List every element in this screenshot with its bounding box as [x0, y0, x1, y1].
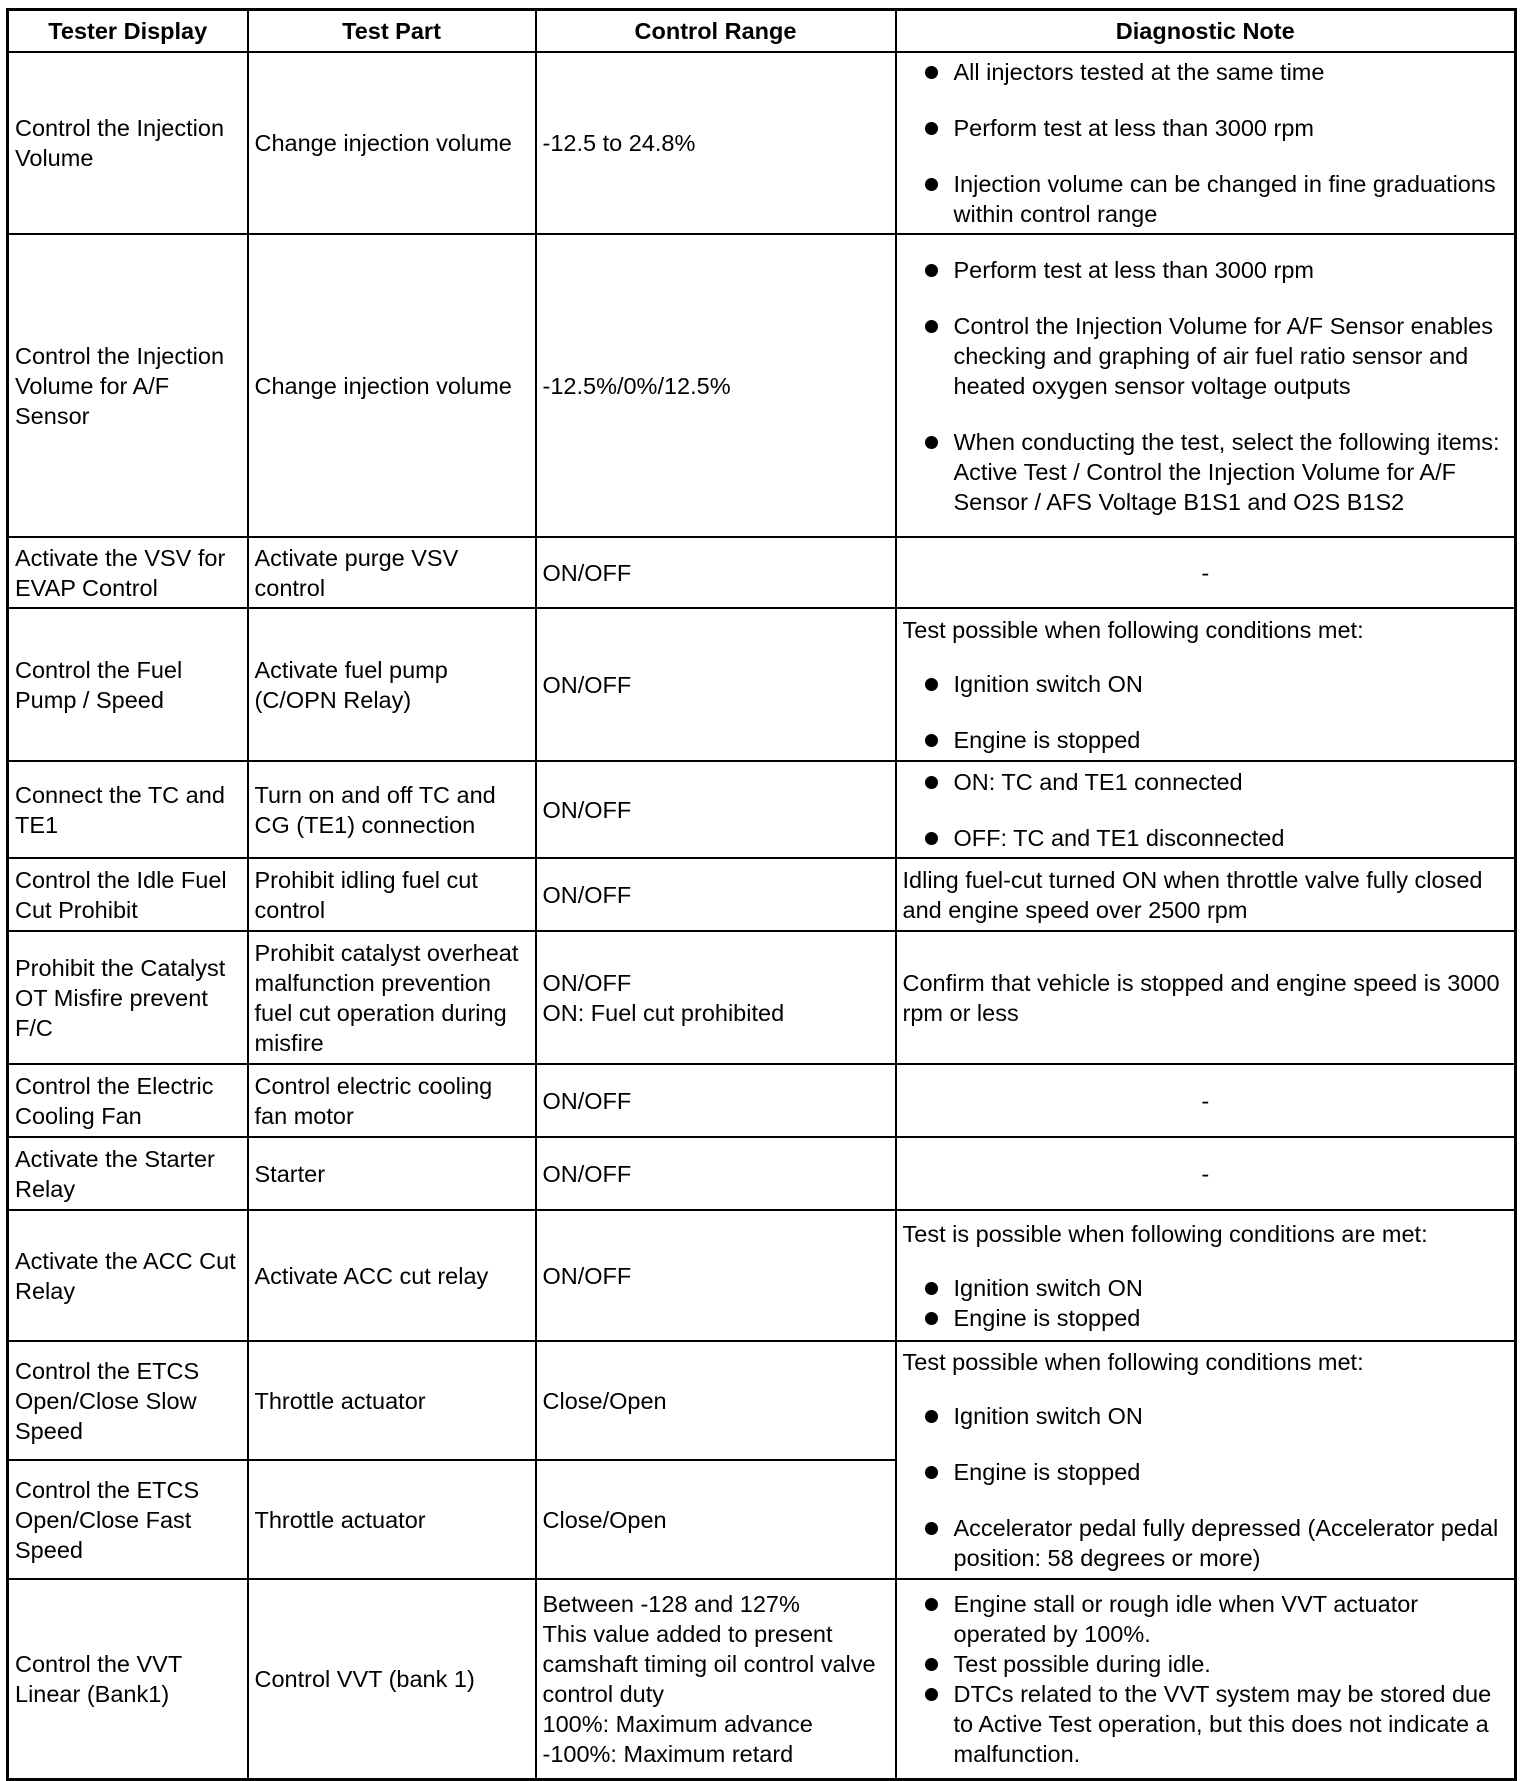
- test-part-cell: Activate ACC cut relay: [248, 1210, 536, 1341]
- note-bullet-list: [903, 1589, 1509, 1769]
- note-bullet: Ignition switch ON: [903, 1401, 1509, 1431]
- note-bullet: Control the Injection Volume for A/F Sensor enables checking and graphing of air fuel ratio sensor and heated oxygen sensor voltage outputs: [903, 311, 1509, 401]
- table-row: [8, 1064, 1516, 1137]
- control-range-cell: ON/OFF: [536, 858, 896, 931]
- diagnostic-note-cell: Idling fuel-cut turned ON when throttle valve fully closed and engine speed over 2500 rpm: [896, 858, 1516, 931]
- tester-display-cell: Control the Injection Volume for A/F Sensor: [8, 234, 248, 537]
- test-part-cell: Change injection volume: [248, 52, 536, 234]
- note-bullet-list: [903, 1401, 1509, 1573]
- control-range-cell: -12.5%/0%/12.5%: [536, 234, 896, 537]
- note-bullet: Ignition switch ON: [903, 669, 1509, 699]
- note-bullet-list: [903, 1273, 1509, 1333]
- note-bullet: Ignition switch ON: [903, 1273, 1509, 1303]
- note-bullet: When conducting the test, select the following items: Active Test / Control the Injection Volume for A/F Sensor / AFS Voltage B1S1 and O2S B1S2: [903, 427, 1509, 517]
- table-row: [8, 858, 1516, 931]
- table-row: [8, 608, 1516, 761]
- test-part-cell: Throttle actuator: [248, 1341, 536, 1460]
- tester-display-cell: Activate the Starter Relay: [8, 1137, 248, 1210]
- test-part-cell: Prohibit idling fuel cut control: [248, 858, 536, 931]
- control-range-cell: ON/OFF: [536, 761, 896, 858]
- tester-display-cell: Control the Injection Volume: [8, 52, 248, 234]
- active-test-table-wrapper: [6, 8, 1517, 1781]
- test-part-cell: Prohibit catalyst overheat malfunction prevention fuel cut operation during misfire: [248, 931, 536, 1064]
- table-row: [8, 1341, 1516, 1460]
- active-test-table: [6, 8, 1517, 1781]
- diagnostic-note-cell: [896, 1341, 1516, 1579]
- control-range-cell: ON/OFF: [536, 608, 896, 761]
- note-bullet: All injectors tested at the same time: [903, 57, 1509, 87]
- note-bullet: ON: TC and TE1 connected: [903, 767, 1509, 797]
- diagnostic-note-cell: -: [896, 1064, 1516, 1137]
- control-range-cell: [536, 1579, 896, 1779]
- control-range-cell: Close/Open: [536, 1341, 896, 1460]
- control-range-cell: Close/Open: [536, 1460, 896, 1579]
- diagnostic-note-cell: [896, 234, 1516, 537]
- table-row: [8, 1579, 1516, 1779]
- note-bullet-list: [903, 669, 1509, 755]
- note-bullet-list: [903, 57, 1509, 229]
- diagnostic-note-cell: [896, 608, 1516, 761]
- note-bullet-list: [903, 767, 1509, 853]
- note-bullet: Engine is stopped: [903, 725, 1509, 755]
- table-row: [8, 931, 1516, 1064]
- header-test-part: Test Part: [248, 10, 536, 53]
- test-part-cell: Turn on and off TC and CG (TE1) connection: [248, 761, 536, 858]
- tester-display-cell: Activate the VSV for EVAP Control: [8, 537, 248, 608]
- note-bullet: Engine stall or rough idle when VVT actuator operated by 100%.: [903, 1589, 1509, 1649]
- control-range-cell: ON/OFF: [536, 1210, 896, 1341]
- note-bullet: Test possible during idle.: [903, 1649, 1509, 1679]
- test-part-cell: Control VVT (bank 1): [248, 1579, 536, 1779]
- diagnostic-note-cell: [896, 1579, 1516, 1779]
- header-row: [8, 10, 1516, 53]
- table-row: [8, 761, 1516, 858]
- control-range-line: -100%: Maximum retard: [542, 1740, 794, 1767]
- control-range-cell: -12.5 to 24.8%: [536, 52, 896, 234]
- note-bullet: Perform test at less than 3000 rpm: [903, 113, 1509, 143]
- tester-display-cell: Control the Electric Cooling Fan: [8, 1064, 248, 1137]
- table-row: [8, 234, 1516, 537]
- control-range-line: This value added to present camshaft timing oil control valve control duty: [542, 1620, 876, 1707]
- test-part-cell: Change injection volume: [248, 234, 536, 537]
- control-range-line: 100%: Maximum advance: [542, 1710, 813, 1737]
- note-intro: Test possible when following conditions met:: [902, 616, 1364, 643]
- header-tester-display: Tester Display: [8, 10, 248, 53]
- tester-display-cell: Control the VVT Linear (Bank1): [8, 1579, 248, 1779]
- tester-display-cell: Control the ETCS Open/Close Slow Speed: [8, 1341, 248, 1460]
- note-bullet-list: [903, 255, 1509, 517]
- note-bullet: Perform test at less than 3000 rpm: [903, 255, 1509, 285]
- note-bullet: Engine is stopped: [903, 1457, 1509, 1487]
- tester-display-cell: Connect the TC and TE1: [8, 761, 248, 858]
- note-intro: Test possible when following conditions met:: [902, 1349, 1364, 1375]
- tester-display-cell: Prohibit the Catalyst OT Misfire prevent F/C: [8, 931, 248, 1064]
- table-row: [8, 1137, 1516, 1210]
- test-part-cell: Activate purge VSV control: [248, 537, 536, 608]
- note-intro: Test is possible when following conditions are met:: [902, 1220, 1428, 1247]
- header-diagnostic-note: Diagnostic Note: [896, 10, 1516, 53]
- control-range-line: Between -128 and 127%: [542, 1590, 800, 1617]
- note-bullet: OFF: TC and TE1 disconnected: [903, 823, 1509, 853]
- tester-display-cell: Activate the ACC Cut Relay: [8, 1210, 248, 1341]
- control-range-cell: ON/OFF: [536, 537, 896, 608]
- tester-display-cell: Control the Fuel Pump / Speed: [8, 608, 248, 761]
- note-bullet: Engine is stopped: [903, 1303, 1509, 1333]
- note-bullet: Injection volume can be changed in fine graduations within control range: [903, 169, 1509, 229]
- test-part-cell: Throttle actuator: [248, 1460, 536, 1579]
- note-bullet: DTCs related to the VVT system may be stored due to Active Test operation, but this does not indicate a malfunction.: [903, 1679, 1509, 1769]
- control-range-line: ON/OFF: [542, 969, 632, 996]
- note-bullet: Accelerator pedal fully depressed (Accelerator pedal position: 58 degrees or more): [903, 1513, 1509, 1573]
- test-part-cell: Control electric cooling fan motor: [248, 1064, 536, 1137]
- control-range-cell: [536, 931, 896, 1064]
- tester-display-cell: Control the Idle Fuel Cut Prohibit: [8, 858, 248, 931]
- diagnostic-note-cell: [896, 761, 1516, 858]
- control-range-line: ON: Fuel cut prohibited: [542, 999, 785, 1026]
- table-row: [8, 52, 1516, 234]
- table-row: [8, 1210, 1516, 1341]
- diagnostic-note-cell: [896, 1210, 1516, 1341]
- control-range-cell: ON/OFF: [536, 1137, 896, 1210]
- diagnostic-note-cell: -: [896, 537, 1516, 608]
- diagnostic-note-cell: [896, 52, 1516, 234]
- test-part-cell: Activate fuel pump (C/OPN Relay): [248, 608, 536, 761]
- test-part-cell: Starter: [248, 1137, 536, 1210]
- diagnostic-note-cell: -: [896, 1137, 1516, 1210]
- header-control-range: Control Range: [536, 10, 896, 53]
- table-row: [8, 537, 1516, 608]
- tester-display-cell: Control the ETCS Open/Close Fast Speed: [8, 1460, 248, 1579]
- diagnostic-note-cell: Confirm that vehicle is stopped and engine speed is 3000 rpm or less: [896, 931, 1516, 1064]
- control-range-cell: ON/OFF: [536, 1064, 896, 1137]
